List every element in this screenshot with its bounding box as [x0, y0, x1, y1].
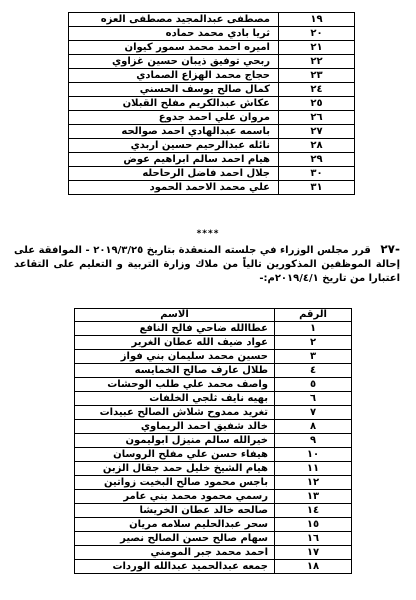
table-row: [75, 462, 352, 476]
employee-name: حسين محمد سليمان بني فواز: [75, 350, 275, 364]
row-number: ٣: [275, 350, 352, 364]
employees-table-continued: [68, 12, 355, 195]
employee-name: احمد محمد جبر المومني: [75, 546, 275, 560]
row-number: ٢٥: [279, 97, 355, 111]
row-number: ٢٢: [279, 55, 355, 69]
table-row: [69, 181, 355, 195]
employee-name: عطاالله ضاحي فالح النافع: [75, 322, 275, 336]
row-number: ١٨: [275, 560, 352, 574]
employee-name: جمعه عبدالحميد عبدالله الوردات: [75, 560, 275, 574]
table-row: [69, 97, 355, 111]
employee-name: مروان علي احمد جدوع: [69, 111, 279, 125]
row-number: ٢٦: [279, 111, 355, 125]
employee-name: صالحه خالد عطان الخريشا: [75, 504, 275, 518]
row-number: ١٥: [275, 518, 352, 532]
resolution-paragraph: [14, 242, 400, 286]
retirees-table: [74, 308, 352, 574]
table-row: [69, 125, 355, 139]
employee-name: باسمه عبدالهادي احمد صوالحه: [69, 125, 279, 139]
table-header-row: [75, 309, 352, 322]
row-number: ٤: [275, 364, 352, 378]
row-number: ١: [275, 322, 352, 336]
employee-name: هيفاء حسن علي مفلح الروسان: [75, 448, 275, 462]
employee-name: ثريا بادي محمد حماده: [69, 27, 279, 41]
row-number: ١٠: [275, 448, 352, 462]
table-row: [75, 490, 352, 504]
table-row: [75, 532, 352, 546]
table-row: [75, 336, 352, 350]
table-row: [69, 55, 355, 69]
employee-name: تغريد ممدوح شلاش الصالح عبيدات: [75, 406, 275, 420]
employee-name: هيام الشيخ خليل حمد جقال الزبن: [75, 462, 275, 476]
row-number: ٣٠: [279, 167, 355, 181]
employee-name: نائله عبدالرحيم حسين اربدي: [69, 139, 279, 153]
table-row: [75, 448, 352, 462]
row-number: ٦: [275, 392, 352, 406]
table-row: [75, 322, 352, 336]
row-number: ٢٩: [279, 153, 355, 167]
row-number: ٢٤: [279, 83, 355, 97]
header-name: الاسم: [75, 309, 275, 322]
table-row: [69, 13, 355, 27]
row-number: ١١: [275, 462, 352, 476]
row-number: ٢٧: [279, 125, 355, 139]
employee-name: جلال احمد فاضل الرحاحله: [69, 167, 279, 181]
row-number: ١٩: [279, 13, 355, 27]
employee-name: علي محمد الاحمد الحمود: [69, 181, 279, 195]
table-row: [75, 420, 352, 434]
table-row: [75, 504, 352, 518]
employee-name: واصف محمد علي طلب الوحشات: [75, 378, 275, 392]
table-row: [75, 518, 352, 532]
employee-name: حجاج محمد الهزاع الصمادي: [69, 69, 279, 83]
row-number: ٢٣: [279, 69, 355, 83]
retirees-table-body: [75, 322, 352, 574]
employee-name: ربحي توفيق ذيبان حسين غزاوي: [69, 55, 279, 69]
employee-name: بهيه نايف ثلجي الخلفات: [75, 392, 275, 406]
header-number: الرقم: [275, 309, 352, 322]
row-number: ٢١: [279, 41, 355, 55]
row-number: ٥: [275, 378, 352, 392]
employee-name: مصطفى عبدالمجيد مصطفى العزه: [69, 13, 279, 27]
row-number: ١٣: [275, 490, 352, 504]
table-row: [75, 546, 352, 560]
table-row: [69, 153, 355, 167]
employee-name: خالد شفيق احمد الريماوي: [75, 420, 275, 434]
employee-name: اميره احمد محمد سمور كيوان: [69, 41, 279, 55]
table-row: [69, 111, 355, 125]
table-row: [75, 378, 352, 392]
table-row: [75, 364, 352, 378]
table-row: [69, 167, 355, 181]
row-number: ٢٠: [279, 27, 355, 41]
table-row: [75, 434, 352, 448]
employee-name: عواد ضيف الله عطان الغرير: [75, 336, 275, 350]
table-row: [75, 350, 352, 364]
row-number: ١٢: [275, 476, 352, 490]
employee-name: طلال عارف صالح الخمايسه: [75, 364, 275, 378]
row-number: ١٤: [275, 504, 352, 518]
employee-name: سهام صالح حسن الصالح نصير: [75, 532, 275, 546]
table-row: [69, 69, 355, 83]
row-number: ٢٨: [279, 139, 355, 153]
resolution-item-number: -٢٧: [380, 242, 400, 256]
section-separator: ****: [196, 229, 220, 239]
row-number: ٨: [275, 420, 352, 434]
employee-name: رسمي محمود محمد بني عامر: [75, 490, 275, 504]
employee-name: باجس محمود صالح البخيت زواتين: [75, 476, 275, 490]
resolution-text: قرر مجلس الوزراء في جلسته المنعقدة بتاريخ ٢٠١٩/٣/٢٥ - الموافقة على إحالة الموظفين المذكورين تالياً من ملاك وزارة التربية و التعليم على التقاعد اعتبارا من تاريخ ٢٠١٩/٤/١م:-: [14, 245, 400, 284]
table-row: [69, 83, 355, 97]
table-row: [69, 41, 355, 55]
employee-name: كمال صالح يوسف الحسني: [69, 83, 279, 97]
row-number: ٣١: [279, 181, 355, 195]
table-row: [75, 406, 352, 420]
employees-table-body: [69, 13, 355, 195]
table-row: [75, 392, 352, 406]
employee-name: سحر عبدالحليم سلامه مريان: [75, 518, 275, 532]
table-row: [69, 27, 355, 41]
employee-name: هيام احمد سالم ابراهيم عوض: [69, 153, 279, 167]
table-row: [69, 139, 355, 153]
table-row: [75, 476, 352, 490]
table-row: [75, 560, 352, 574]
row-number: ٧: [275, 406, 352, 420]
row-number: ١٧: [275, 546, 352, 560]
row-number: ٢: [275, 336, 352, 350]
row-number: ٩: [275, 434, 352, 448]
row-number: ١٦: [275, 532, 352, 546]
employee-name: خيرالله سالم منيزل ابوليمون: [75, 434, 275, 448]
employee-name: عكاش عبدالكريم مفلح القبلان: [69, 97, 279, 111]
